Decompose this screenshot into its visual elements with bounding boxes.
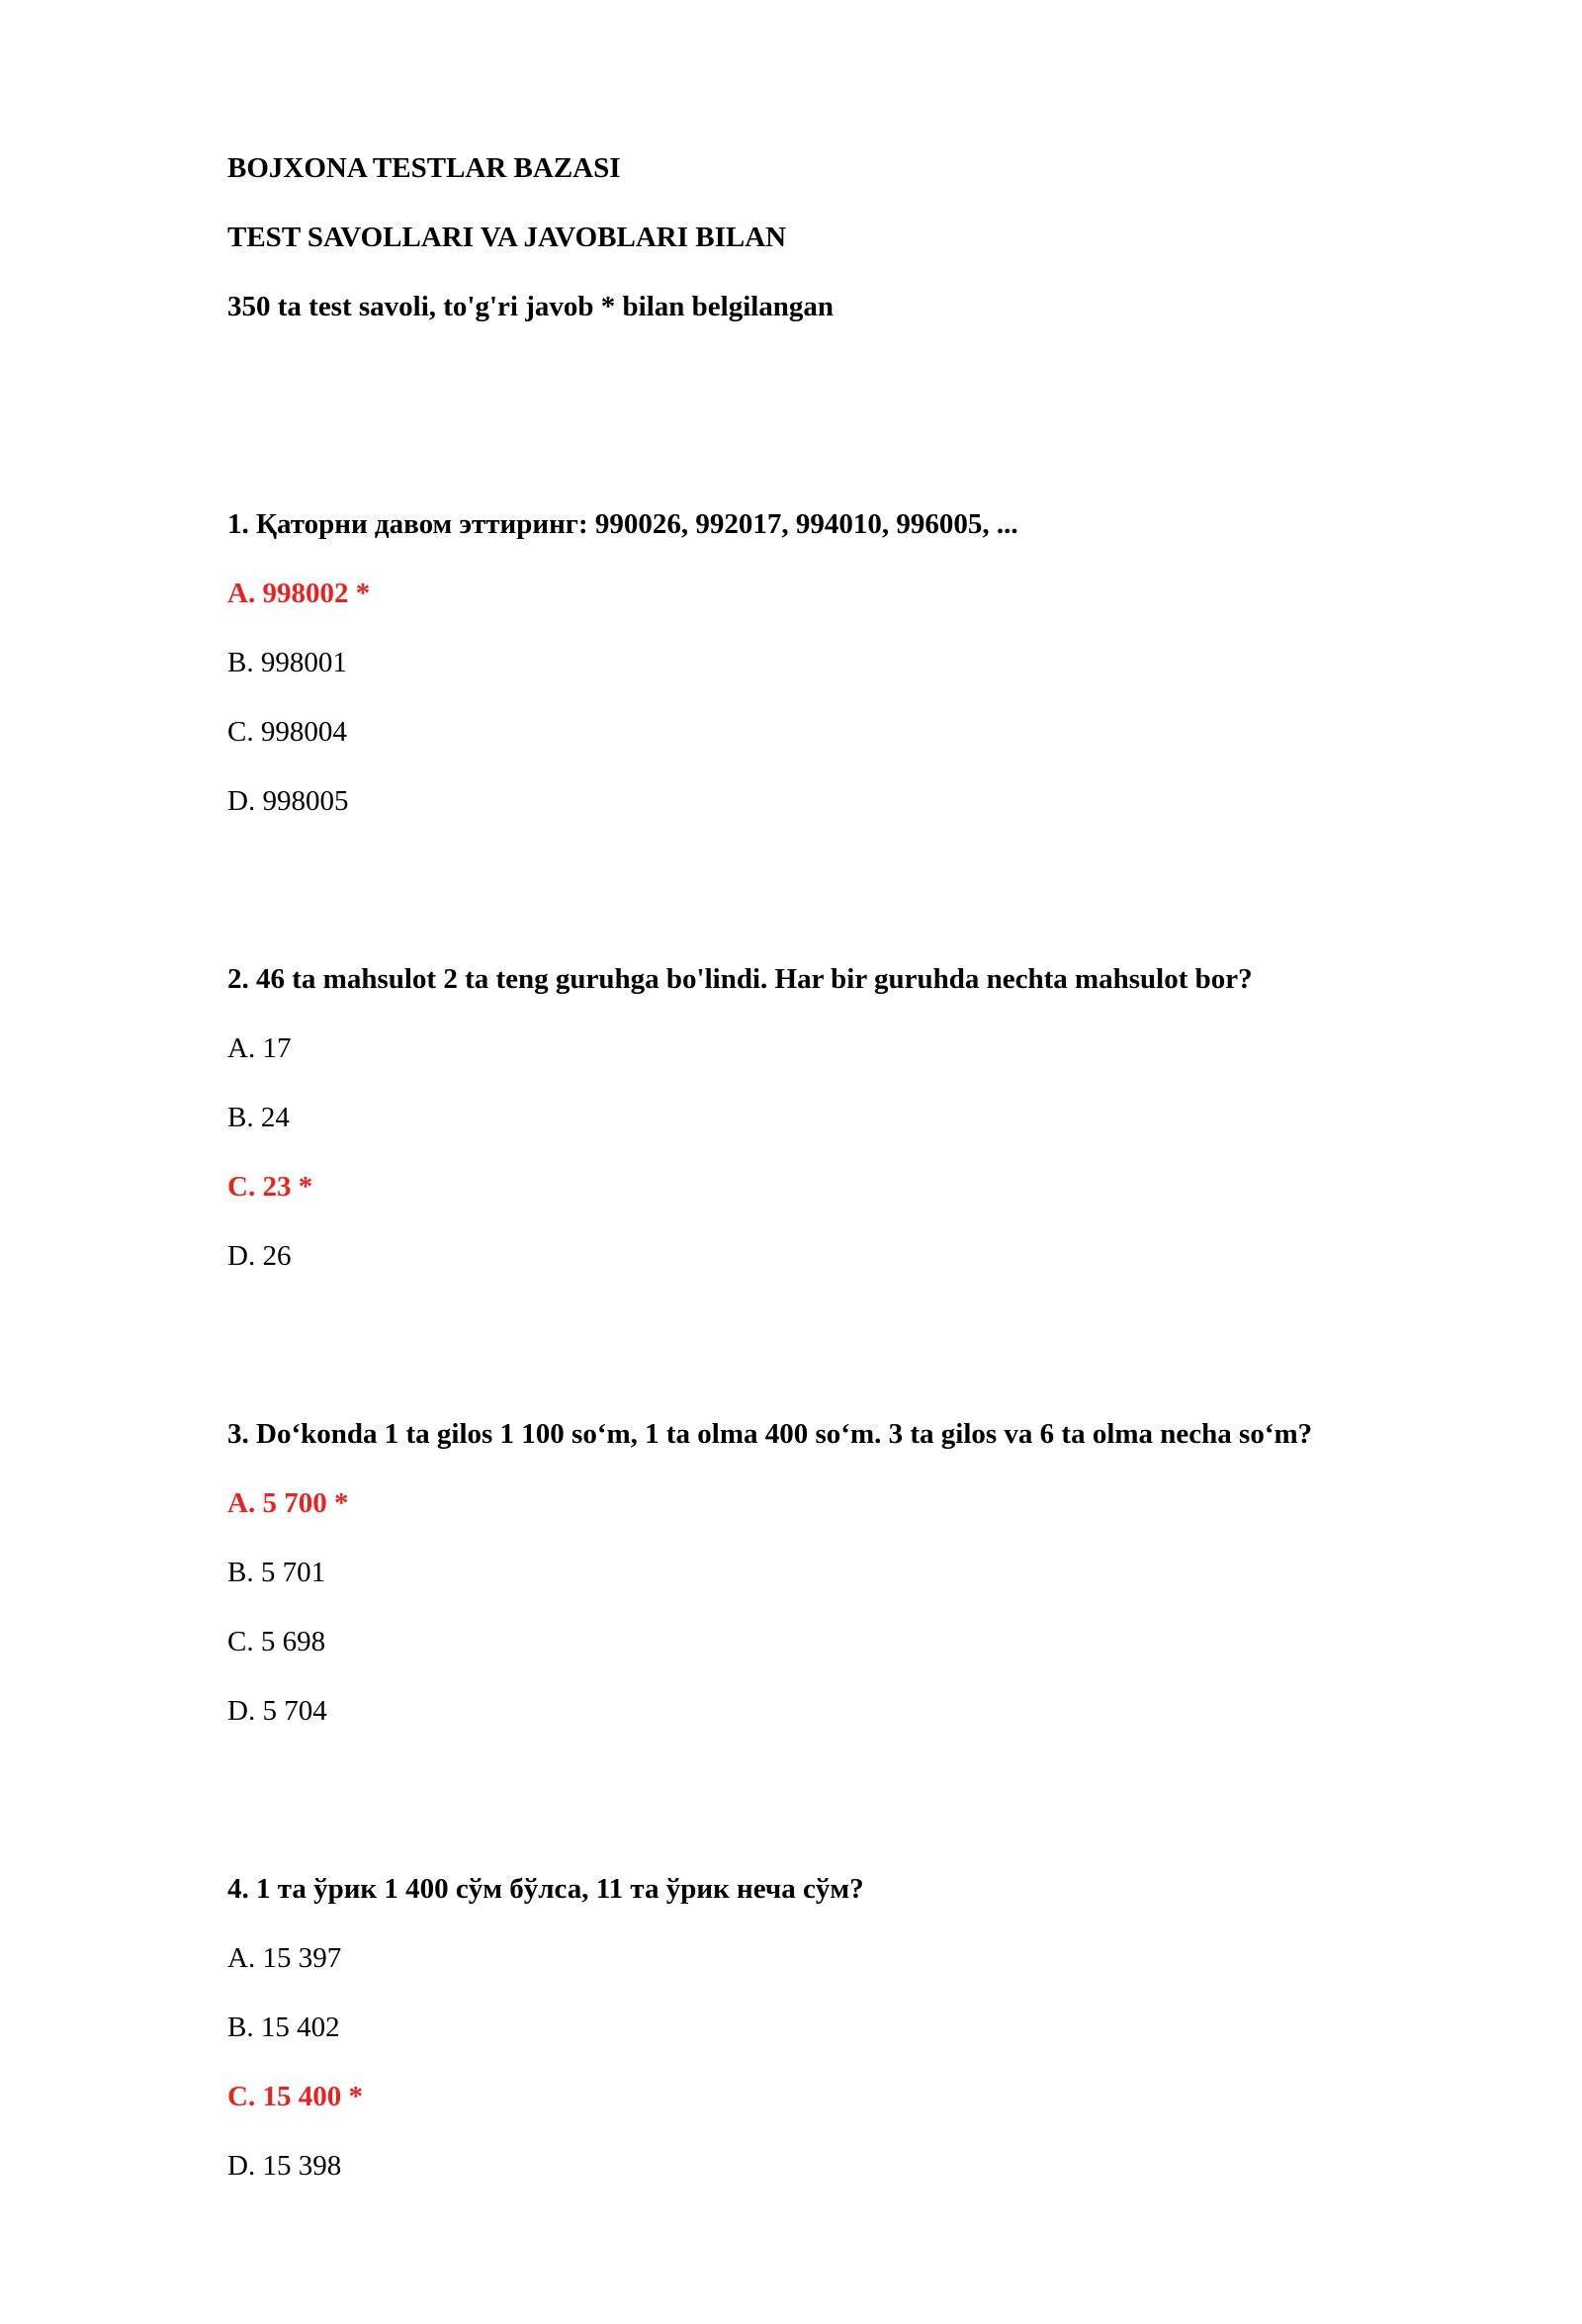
option-b: B. 5 701 [227, 1557, 326, 1588]
option-b: B. 15 402 [227, 2011, 340, 2043]
option-a: A. 998002 * [227, 578, 371, 609]
document-page [227, 148, 1513, 2324]
question-4 [227, 1869, 1513, 2186]
document-title: BOJXONA TESTLAR BAZASI [227, 152, 621, 184]
question-2 [227, 959, 1513, 1276]
option-a: A. 17 [227, 1032, 292, 1064]
option-b: B. 998001 [227, 647, 347, 678]
question-text: 1. Қаторни давом эттиринг: 990026, 992017, 994010, 996005, ... [227, 508, 1018, 540]
question-1 [227, 504, 1513, 821]
option-d: D. 15 398 [227, 2150, 342, 2182]
header-spacer [227, 356, 1513, 504]
document-subtitle: TEST SAVOLLARI VA JAVOBLARI BILAN [227, 222, 787, 253]
option-d: D. 998005 [227, 785, 349, 817]
option-c: C. 15 400 * [227, 2081, 363, 2112]
question-text: 2. 46 ta mahsulot 2 ta teng guruhga bo'lindi. Har bir guruhda nechta mahsulot bor? [227, 963, 1253, 995]
question-3 [227, 1414, 1513, 1731]
question-text: 3. Do‘konda 1 ta gilos 1 100 so‘m, 1 ta olma 400 so‘m. 3 ta gilos va 6 ta olma necha so‘m? [227, 1418, 1313, 1450]
option-c: C. 23 * [227, 1171, 313, 1203]
document-note: 350 ta test savoli, to'g'ri javob * bilan belgilangan [227, 291, 835, 322]
option-c: C. 998004 [227, 716, 347, 748]
option-b: B. 24 [227, 1102, 290, 1133]
question-text: 4. 1 та ўрик 1 400 сўм бўлса, 11 та ўрик неча сўм? [227, 1873, 864, 1905]
option-d: D. 26 [227, 1240, 292, 1272]
option-d: D. 5 704 [227, 1695, 327, 1727]
option-c: C. 5 698 [227, 1626, 326, 1657]
option-a: A. 15 397 [227, 1942, 342, 1974]
option-a: A. 5 700 * [227, 1487, 349, 1519]
